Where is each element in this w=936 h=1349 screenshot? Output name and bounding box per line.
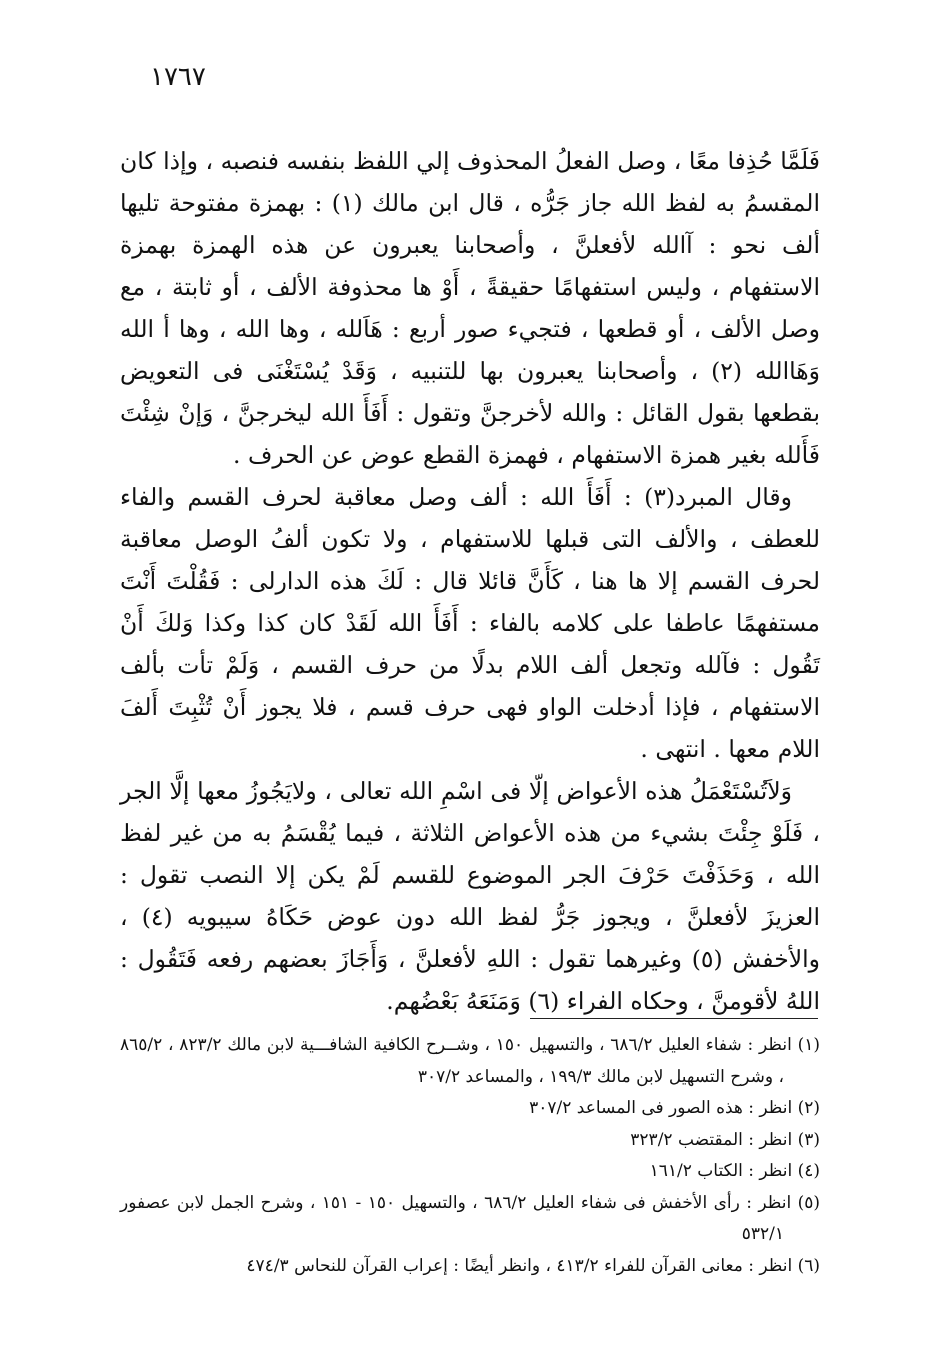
paragraph-3: وَلاَتُسْتَعْمَلُ هذه الأعواض إلّا فى اسْمِ الله تعالى ، ولايَجُوزُ معها إلَّا الجر ، فَلَوْ جِئْتَ بشيء من هذه الأعواض الثلاثة ، فيما يُقْسَمُ به من غير لفظ الله ، وَحَذَفْتَ حَرْفَ الجر الموضوع للقسم لَمْ يكن إلا النصب تقول : العزيزَ لأفعلنَّ ، ويجوز جَرُّ لفظ الله دون عوض حَكَاهُ سيبويه (٤) ، والأخفش (٥) وغيرهما تقول : اللهِ لأفعلنَّ ، وَأَجَازَ بعضهم رفعه فَتَقُول : اللهُ لأقومنَّ ، وحكاه الفراء (٦) وَمَنَعَهُ بَعْضُهم. [120, 777, 821, 1015]
main-text [120, 140, 820, 1022]
footnote-separator [530, 1018, 818, 1019]
footnote-2: (٢) انظر : هذه الصور فى المساعد ٣٠٧/٢ [529, 1098, 820, 1118]
footnote-4: (٤) انظر : الكتاب ١٦١/٢ [649, 1161, 820, 1181]
paragraph-2: وقال المبرد(٣) : أَفَأَ الله : ألف وصل معاقبة لحرف القسم والفاء للعطف ، والألف التى قبلها للاستفهام ، ولا تكون ألفُ الوصل معاقبة لحرف القسم إلا ها هنا ، كَأَنَّ قائلا قال : لَكَ هذه الدارلى : فَقُلْتَ أَنْتَ مستفهمًا عاطفا على كلامه بالفاء : أَفَأَ الله لَقَدْ كان كذا وكذا وَلكَ أَنْ تَقُول : فآلله وتجعل ألف اللام بدلًا من حرف القسم ، وَلَمْ تأت بألف الاستفهام ، فإذا أدخلت الواو فهى حرف قسم ، فلا يجوز أَنْ تُثْبِتَ أَلفَ اللام معها . انتهى . [120, 483, 820, 763]
footnote-6: (٦) انظر : معانى القرآن للفراء ٤١٣/٢ ، وانظر أيضًا : إعراب القرآن للنحاس ٤٧٤/٣ [246, 1255, 820, 1276]
paragraph-1: فَلَمَّا حُذِفا معًا ، وصل الفعلُ المحذوف إلي اللفظ بنفسه فنصبه ، وإذا كان المقسمُ به لفظ الله جاز جَرُّه ، قال ابن مالك (١) : بهمزة مفتوحة تليها ألف نحو : آالله لأفعلنَّ ، وأصحابنا يعبرون عن هذه الهمزة بهمزة الاستفهام ، وليس استفهامًا حقيقةً ، أَوْ ها محذوفة الألف ، أو ثابتة ، مع وصل الألف ، أو قطعها ، فتجيء صور أربع : هَاَلله ، وها الله ، وها أ الله وَهَاالله (٢) ، وأصحابنا يعبرون بها للتنبيه ، وَقَدْ يُسْتَغْنَى فى التعويض بقطعها بقول القائل : والله لأخرجنَّ وتقول : أَفَأَ الله ليخرجنَّ ، وَإنْ شِئْتَ فَأَلله بغير همزة الاستفهام ، فهمزة القطع عوض عن الحرف . [120, 147, 820, 469]
page-number: ١٧٦٧ [150, 62, 206, 92]
footnote-1: (١) انظر : شفاء العليل ٦٨٦/٢ ، والتسهيل ١٥٠ ، وشــرح الكافية الشافـــية لابن مالك ٨٢٣/٢ ، ٨٦٥/٢ ، وشرح التسهيل لابن مالك ١٩٩/٣ ، والمساعد ٣٠٧/٢ [120, 1035, 820, 1087]
footnote-5: (٥) انظر : رأى الأخفش فى شفاء العليل ٦٨٦/٢ ، والتسهيل ١٥٠ - ١٥١ ، وشرح الجمل لابن عصفور ٥٣٢/١ [120, 1192, 820, 1244]
footnotes [120, 1030, 820, 1282]
footnote-3: (٣) انظر : المقتضب ٣٢٣/٢ [630, 1129, 820, 1150]
